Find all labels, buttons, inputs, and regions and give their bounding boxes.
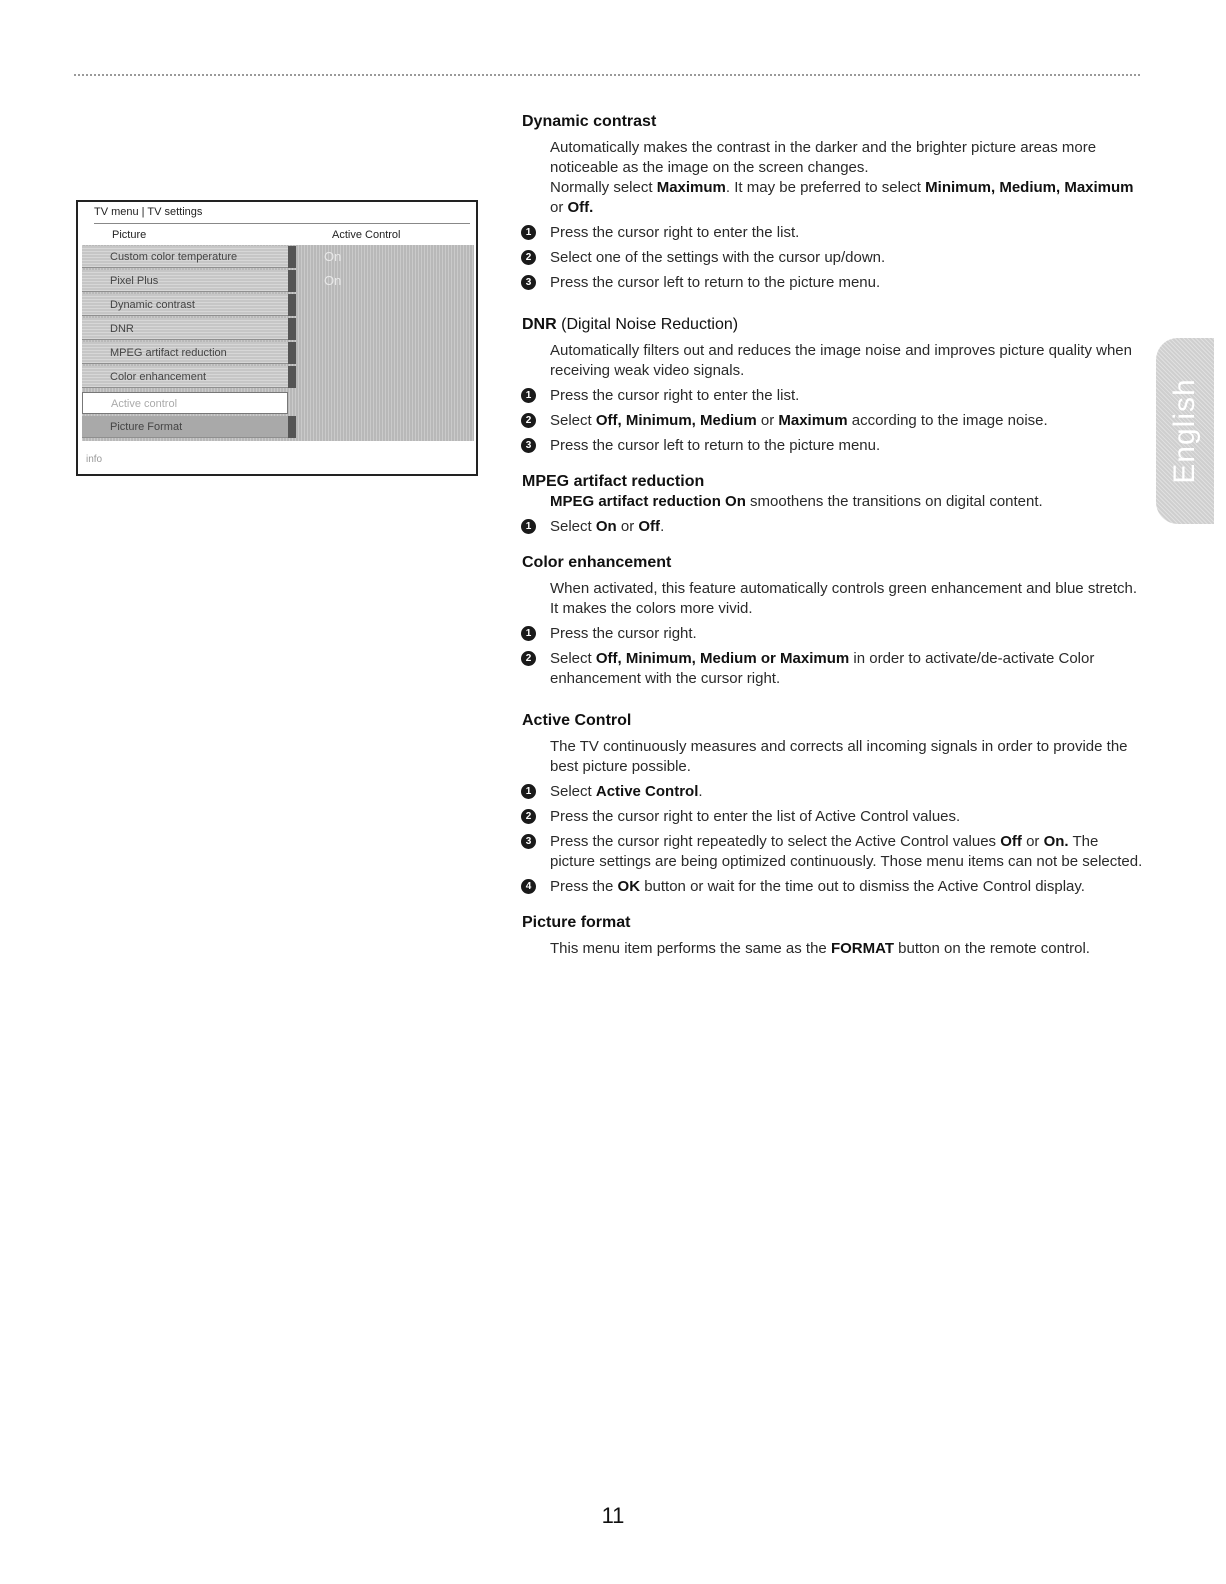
step: 1 Select On or Off. — [550, 517, 1147, 537]
section-dnr — [522, 315, 1147, 456]
section-title: Dynamic contrast — [522, 113, 657, 130]
menu-item-tab — [288, 246, 296, 268]
step-number: 3 — [521, 438, 536, 453]
step-number: 1 — [521, 388, 536, 403]
menu-item-tab — [288, 366, 296, 388]
section-color-enhancement — [522, 553, 1147, 689]
step: 3 Press the cursor right repeatedly to select the Active Control values Off or On. The picture settings are being optimized continuously. Those menu items can not be selected. — [550, 832, 1147, 872]
menu-item[interactable]: Picture Format — [82, 416, 288, 438]
menu-item[interactable]: Dynamic contrast — [82, 294, 288, 316]
paragraph: The TV continuously measures and corrects all incoming signals in order to provide the best picture possible. — [550, 738, 1128, 775]
menu-item-value: On — [324, 249, 342, 264]
step: 1 Press the cursor right to enter the list. — [550, 223, 1147, 243]
menu-item-tab — [288, 318, 296, 340]
step: 4 Press the OK button or wait for the time out to dismiss the Active Control display. — [550, 877, 1147, 897]
menu-breadcrumb: TV menu | TV settings — [94, 206, 470, 224]
step-number: 3 — [521, 275, 536, 290]
menu-item-tab — [288, 416, 296, 438]
section-title: Active Control — [522, 712, 632, 729]
language-label: English — [1168, 378, 1201, 484]
step: 1 Press the cursor right to enter the list. — [550, 386, 1147, 406]
step: 2 Press the cursor right to enter the list of Active Control values. — [550, 807, 1147, 827]
menu-item[interactable]: MPEG artifact reduction — [82, 342, 288, 364]
step: 3 Press the cursor left to return to the picture menu. — [550, 273, 1147, 293]
content-column — [522, 112, 1147, 975]
paragraph: Normally select Maximum. It may be preferred to select Minimum, Medium, Maximum or Off. — [550, 179, 1134, 216]
step-number: 1 — [521, 784, 536, 799]
tv-menu-screenshot — [76, 200, 478, 476]
paragraph: Automatically makes the contrast in the darker and the brighter picture areas more noticeable as the image on the screen changes. — [550, 139, 1097, 176]
step: 1 Press the cursor right. — [550, 624, 1147, 644]
menu-info-label: info — [86, 454, 103, 465]
paragraph: When activated, this feature automatically controls green enhancement and blue stretch. It makes the colors more vivid. — [550, 580, 1137, 617]
step: 3 Press the cursor left to return to the picture menu. — [550, 436, 1147, 456]
paragraph: MPEG artifact reduction On smoothens the transitions on digital content. — [550, 493, 1043, 510]
section-dynamic-contrast — [522, 112, 1147, 293]
step-number: 3 — [521, 834, 536, 849]
step-number: 4 — [521, 879, 536, 894]
menu-item-tab — [288, 270, 296, 292]
menu-item[interactable]: Custom color temperature — [82, 246, 288, 268]
step-number: 1 — [521, 225, 536, 240]
section-active-control — [522, 711, 1147, 897]
menu-item[interactable]: DNR — [82, 318, 288, 340]
menu-item[interactable]: Color enhancement — [82, 366, 288, 388]
step-number: 1 — [521, 626, 536, 641]
paragraph: Automatically filters out and reduces the image noise and improves picture quality when receiving weak video signals. — [550, 342, 1132, 379]
section-title: DNR (Digital Noise Reduction) — [522, 316, 739, 333]
step-number: 2 — [521, 413, 536, 428]
top-divider — [74, 74, 1140, 76]
menu-item-selected[interactable]: Active control — [82, 392, 288, 414]
language-side-tab — [1156, 338, 1214, 524]
step-number: 1 — [521, 519, 536, 534]
step: 2 Select one of the settings with the cursor up/down. — [550, 248, 1147, 268]
step-number: 2 — [521, 651, 536, 666]
paragraph: This menu item performs the same as the FORMAT button on the remote control. — [550, 940, 1090, 957]
section-title: Color enhancement — [522, 554, 672, 571]
menu-item-tab — [288, 342, 296, 364]
step-number: 2 — [521, 250, 536, 265]
menu-header-left: Picture — [112, 229, 147, 241]
section-title: Picture format — [522, 914, 631, 931]
menu-header-right: Active Control — [332, 229, 401, 241]
section-title: MPEG artifact reduction — [522, 473, 705, 490]
menu-item[interactable]: Pixel Plus — [82, 270, 288, 292]
menu-item-value: On — [324, 273, 342, 288]
menu-item-tab — [288, 294, 296, 316]
section-picture-format — [522, 913, 1147, 959]
section-mpeg — [522, 472, 1147, 537]
step-number: 2 — [521, 809, 536, 824]
step: 2 Select Off, Minimum, Medium or Maximum according to the image noise. — [550, 411, 1147, 431]
step: 2 Select Off, Minimum, Medium or Maximum in order to activate/de-activate Color enhancement with the cursor right. — [550, 649, 1147, 689]
page-number: 11 — [601, 1503, 625, 1528]
step: 1 Select Active Control. — [550, 782, 1147, 802]
